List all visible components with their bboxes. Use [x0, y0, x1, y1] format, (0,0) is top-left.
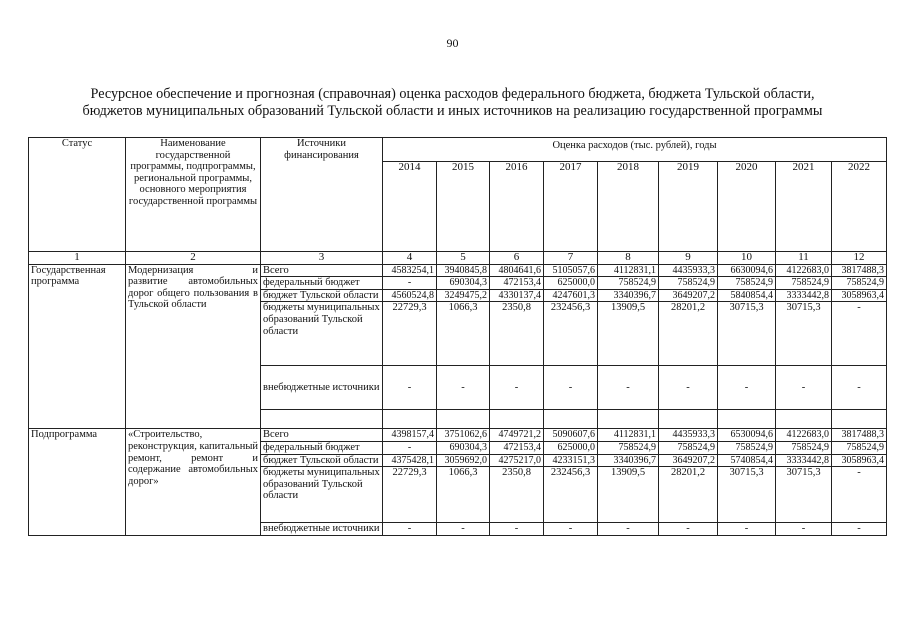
empty-cell [598, 410, 659, 429]
column-number: 7 [544, 252, 598, 265]
value-cell: 4375428,1 [383, 454, 437, 467]
value-cell: 5090607,6 [544, 429, 598, 442]
year-cell: 2014 [383, 162, 437, 252]
empty-cell [490, 410, 544, 429]
column-number: 6 [490, 252, 544, 265]
empty-cell [776, 410, 832, 429]
header-expenses: Оценка расходов (тыс. рублей), годы [383, 138, 887, 162]
value-cell: 758524,9 [832, 277, 887, 290]
year-cell: 2020 [718, 162, 776, 252]
table-row [29, 429, 887, 442]
budget-table [28, 137, 887, 536]
empty-cell [832, 410, 887, 429]
value-cell: 4247601,3 [544, 289, 598, 302]
column-number: 12 [832, 252, 887, 265]
table-title [20, 86, 885, 120]
value-cell: 4749721,2 [490, 429, 544, 442]
value-cell: - [437, 366, 490, 410]
value-cell: 3649207,2 [659, 454, 718, 467]
value-cell: - [383, 523, 437, 536]
value-cell: - [437, 523, 490, 536]
source-label: бюджет Тульской области [263, 289, 379, 301]
title-line-1: Ресурсное обеспечение и прогнозная (справочная) оценка расходов федерального бюджета, бюджета Тульской области, [90, 86, 815, 102]
value-cell: 4112831,1 [598, 264, 659, 277]
value-cell: - [383, 366, 437, 410]
value-cell: 758524,9 [776, 441, 832, 454]
value-cell: 4804641,6 [490, 264, 544, 277]
value-cell: 3058963,4 [832, 289, 887, 302]
page-number: 90 [446, 36, 459, 50]
value-cell: - [776, 366, 832, 410]
source-cell: бюджеты муниципальных образований Тульской области [261, 302, 383, 366]
program-name-cell [126, 429, 261, 535]
value-cell: - [776, 523, 832, 536]
value-cell: - [718, 366, 776, 410]
value-cell: 22729,3 [383, 467, 437, 523]
value-cell: 22729,3 [383, 302, 437, 366]
value-cell: 30715,3 [776, 302, 832, 366]
program-name-first-word: Модернизация [128, 264, 194, 276]
header-name: Наименование государственной программы, подпрограммы, региональной программы, основного мероприятия государственной программы [126, 138, 261, 252]
value-cell: 4122683,0 [776, 264, 832, 277]
value-cell: 30715,3 [776, 467, 832, 523]
empty-cell [659, 410, 718, 429]
value-cell: 758524,9 [718, 277, 776, 290]
value-cell: - [832, 467, 887, 523]
value-cell: 472153,4 [490, 441, 544, 454]
empty-cell [261, 410, 383, 429]
value-cell: 232456,3 [544, 302, 598, 366]
value-cell: 5105057,6 [544, 264, 598, 277]
value-cell: - [490, 523, 544, 536]
column-number-row [29, 252, 887, 265]
value-cell: 758524,9 [659, 441, 718, 454]
value-cell: 3333442,8 [776, 454, 832, 467]
source-cell [261, 289, 383, 302]
value-cell: 690304,3 [437, 277, 490, 290]
value-cell: 758524,9 [832, 441, 887, 454]
title-line-2: бюджетов муниципальных образований Тульской области и иных источников на реализацию государственной программы [82, 103, 823, 119]
column-number: 5 [437, 252, 490, 265]
year-cell: 2019 [659, 162, 718, 252]
table-row [29, 264, 887, 277]
value-cell: 28201,2 [659, 467, 718, 523]
value-cell: - [383, 441, 437, 454]
value-cell: 4583254,1 [383, 264, 437, 277]
source-cell: внебюджетные источники [261, 366, 383, 410]
value-cell: 232456,3 [544, 467, 598, 523]
value-cell: 28201,2 [659, 302, 718, 366]
value-cell: 758524,9 [598, 277, 659, 290]
status-cell: Подпрограмма [29, 429, 126, 535]
value-cell: 3059692,0 [437, 454, 490, 467]
value-cell: - [718, 523, 776, 536]
value-cell: 3340396,7 [598, 454, 659, 467]
source-cell: внебюджетные источники [261, 523, 383, 536]
value-cell: - [832, 523, 887, 536]
value-cell: 4122683,0 [776, 429, 832, 442]
source-cell: бюджеты муниципальных образований Тульской области [261, 467, 383, 523]
column-number: 11 [776, 252, 832, 265]
program-name-conjunction: и [252, 264, 258, 276]
value-cell: 13909,5 [598, 467, 659, 523]
value-cell: - [490, 366, 544, 410]
value-cell: 690304,3 [437, 441, 490, 454]
value-cell: 1066,3 [437, 302, 490, 366]
value-cell: 4435933,3 [659, 264, 718, 277]
source-cell [261, 454, 383, 467]
value-cell: 2350,8 [490, 302, 544, 366]
value-cell: 3817488,3 [832, 264, 887, 277]
empty-cell [544, 410, 598, 429]
year-cell: 2018 [598, 162, 659, 252]
value-cell: 3333442,8 [776, 289, 832, 302]
source-cell: федеральный бюджет [261, 277, 383, 290]
value-cell: 3340396,7 [598, 289, 659, 302]
value-cell: 5740854,4 [718, 454, 776, 467]
source-label: бюджет Тульской области [263, 454, 379, 466]
value-cell: 5840854,4 [718, 289, 776, 302]
value-cell: 6630094,6 [718, 264, 776, 277]
subprogram-name: «Строительство, реконструкция, капитальный ремонт, ремонт и содержание автомобильных дорог» [128, 429, 258, 487]
value-cell: - [544, 523, 598, 536]
status-cell: Государственная программа [29, 264, 126, 429]
year-cell: 2022 [832, 162, 887, 252]
column-number: 3 [261, 252, 383, 265]
value-cell: 758524,9 [659, 277, 718, 290]
value-cell: 4275217,0 [490, 454, 544, 467]
value-cell: 3940845,8 [437, 264, 490, 277]
value-cell: 6530094,6 [718, 429, 776, 442]
value-cell: 2350,8 [490, 467, 544, 523]
value-cell: 625000,0 [544, 441, 598, 454]
value-cell: - [383, 277, 437, 290]
value-cell: 472153,4 [490, 277, 544, 290]
column-number: 9 [659, 252, 718, 265]
value-cell: - [598, 523, 659, 536]
value-cell: 3817488,3 [832, 429, 887, 442]
value-cell: 3058963,4 [832, 454, 887, 467]
value-cell: 758524,9 [776, 277, 832, 290]
value-cell: 4330137,4 [490, 289, 544, 302]
value-cell: 4112831,1 [598, 429, 659, 442]
year-cell: 2021 [776, 162, 832, 252]
column-number: 10 [718, 252, 776, 265]
value-cell: 4233151,3 [544, 454, 598, 467]
source-cell: федеральный бюджет [261, 441, 383, 454]
value-cell: 30715,3 [718, 467, 776, 523]
empty-cell [437, 410, 490, 429]
value-cell: 625000,0 [544, 277, 598, 290]
value-cell: 1066,3 [437, 467, 490, 523]
value-cell: 758524,9 [718, 441, 776, 454]
source-cell: Всего [261, 429, 383, 442]
year-cell: 2015 [437, 162, 490, 252]
value-cell: 4560524,8 [383, 289, 437, 302]
year-cell: 2017 [544, 162, 598, 252]
value-cell: 4435933,3 [659, 429, 718, 442]
value-cell: - [544, 366, 598, 410]
empty-cell [718, 410, 776, 429]
column-number: 2 [126, 252, 261, 265]
program-name-cell [126, 264, 261, 429]
source-cell: Всего [261, 264, 383, 277]
value-cell: 4398157,4 [383, 429, 437, 442]
year-cell: 2016 [490, 162, 544, 252]
empty-cell [383, 410, 437, 429]
value-cell: 3649207,2 [659, 289, 718, 302]
column-number: 4 [383, 252, 437, 265]
value-cell: 758524,9 [598, 441, 659, 454]
value-cell: 30715,3 [718, 302, 776, 366]
value-cell: - [598, 366, 659, 410]
header-status: Статус [29, 138, 126, 252]
header-row [29, 138, 887, 162]
column-number: 1 [29, 252, 126, 265]
value-cell: - [659, 523, 718, 536]
value-cell: - [659, 366, 718, 410]
header-sources: Источники финансирования [261, 138, 383, 252]
value-cell: - [832, 366, 887, 410]
value-cell: 3249475,2 [437, 289, 490, 302]
value-cell: 13909,5 [598, 302, 659, 366]
column-number: 8 [598, 252, 659, 265]
value-cell: - [832, 302, 887, 366]
value-cell: 3751062,6 [437, 429, 490, 442]
program-name-rest: развитие автомобильных дорог общего пользования в Тульской области [128, 276, 258, 311]
